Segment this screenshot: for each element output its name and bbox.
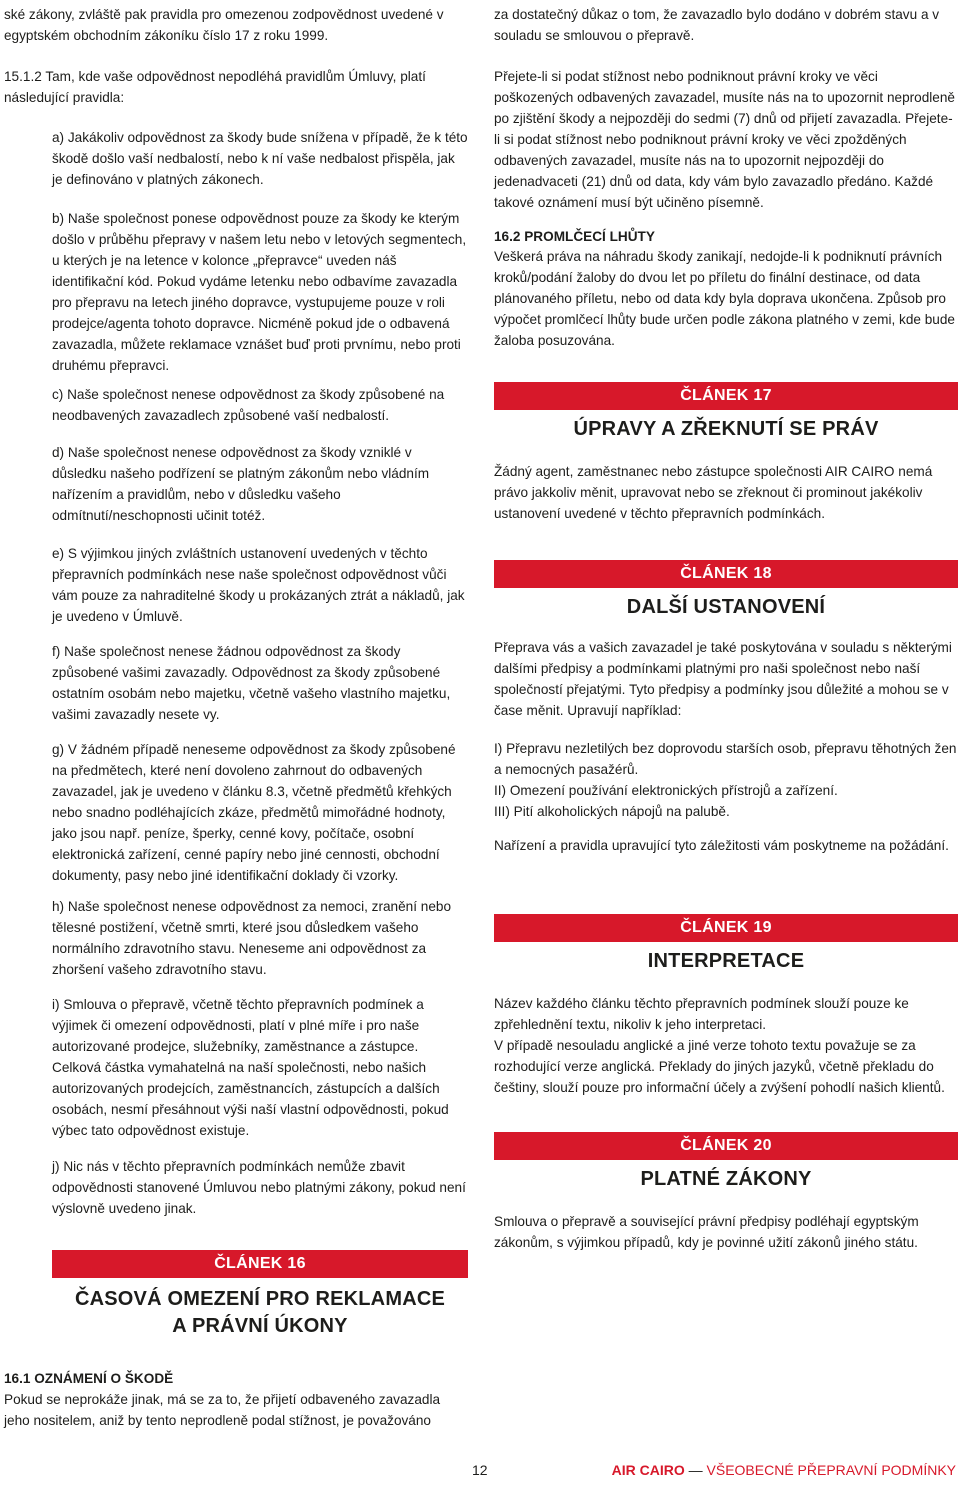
paragraph: Veškerá práva na náhradu škody zanikají, nedojde-li k podniknutí právních kroků/podání žaloby do dvou let po příletu do finální destinace, od data plánovaného příletu, nebo od data kdy byla doprava ukončena. Způsob pro výpočet promlčecí lhůty bude určen podle zákona platného v zemi, kde bude žaloba posuzována. [494,249,955,348]
article-18-title: DALŠÍ USTANOVENÍ [626,596,826,618]
article-17-title: ÚPRAVY A ZŘEKNUTÍ SE PRÁV [573,418,879,440]
footer-separator: — [688,1462,703,1478]
paragraph: Přejete-li si podat stížnost nebo podniknout právní kroky ve věci poškozených odbavených zavazadel, musíte nás na to upozornit neprodleně po zjištění škody a nejpozději do sedmi (7) dnů od přijetí zavazadla. Přejete-li si podat stížnost nebo podniknout právní kroky ve věci zpožděných odbavených zavazadel, musíte nás na to upozornit nejpozději do jedenadvaceti (21) dnů od data, kdy vám bylo zavazadlo předáno. Každé takové oznámení musí být učiněno písemně. [494,69,955,210]
paragraph-j: j) Nic nás v těchto přepravních podmínkách nemůže zbavit odpovědnosti stanovené Úmluvou nebo platnými zákony, pokud není výslovně uvedeno jinak. [52,1159,466,1216]
paragraph-d: d) Naše společnost nenese odpovědnost za škody vzniklé v důsledku našeho podřízení se platným zákonům nebo vládním nařízením a pravidlům, nebo v důsledku vašeho odmítnutí/neschopnosti učinit totéž. [52,445,430,523]
article-17-banner: ČLÁNEK 17 [494,382,958,410]
document-title: VŠEOBECNÉ PŘEPRAVNÍ PODMÍNKY [706,1462,956,1478]
section-16-1-heading: 16.1 OZNÁMENÍ O ŠKODĚ [4,1371,174,1386]
paragraph-b: b) Naše společnost ponese odpovědnost pouze za škody ke kterým došlo v průběhu přepravy v našem letu nebo v letových segmentech, u kterých je na letence v kolonce „přepravce“ uveden náš identifikační kód. Pokud vydáme letenku nebo odbavíme zavazadla pro přepravu na letech jiného dopravce, vystupujeme pouze v roli prodejce/agenta tohoto dopravce. Nicméně pokud jde o odbavená zavazadla, můžete reklamace vznášet buď proti prvnímu, nebo proti druhému přepravci. [52,211,467,373]
paragraph-i: i) Smlouva o přepravě, včetně těchto přepravních podmínek a výjimek či omezení odpovědnosti, platí v plné míře i pro naše autorizované prodejce, služebníky, zaměstnance a zástupce. Celková částka vymahatelná na naší společnosti, nebo našich autorizovaných prodejcích, zaměstnancích, zástupcích a dalších osobách, nesmí přesáhnout výši naší vlastní odpovědnosti, pokud výbec tato odpovědnost existuje. [52,997,449,1138]
paragraph: Přeprava vás a vašich zavazadel je také poskytována v souladu s některými dalšími předpisy a podmínkami platnými pro naši společnost nebo naší společností přejatými. Tyto předpisy a podmínky jsou důležité a mohou se v čase měnit. Upravují například: [494,640,952,718]
article-18-banner: ČLÁNEK 18 [494,560,958,588]
article-16-title-line2: A PRÁVNÍ ÚKONY [172,1315,348,1337]
section-16-2-heading: 16.2 PROMLČECÍ LHŮTY [494,229,655,244]
paragraph: za dostatečný důkaz o tom, že zavazadlo bylo dodáno v dobrém stavu a v souladu se smlouvou o přepravě. [494,7,940,43]
footer-brand [612,1462,956,1478]
page-number: 12 [472,1462,488,1478]
paragraph-e: e) S výjimkou jiných zvláštních ustanovení uvedených v těchto přepravních podmínkách nese naše společnost odpovědnost vůči vám pouze za nahraditelné škody u prokázaných ztrát a nákladů, jak je uvedeno v Úmluvě. [52,546,465,624]
paragraph: ské zákony, zvláště pak pravidla pro omezenou zodpovědnost uvedené v egyptském obchodním zákoníku číslo 17 z roku 1999. [4,7,444,43]
article-19-title: INTERPRETACE [647,950,805,972]
article-16-title-line1: ČASOVÁ OMEZENÍ PRO REKLAMACE [74,1288,446,1310]
paragraph: Název každého článku těchto přepravních podmínek slouží pouze ke zpřehlednění textu, nikoliv k jeho interpretaci. V případě nesouladu anglické a jiné verze tohoto textu považuje se za rozhodující verze anglická. Překlady do jiných jazyků, včetně překladu do češtiny, slouží pouze pro informační účely a zvýšení pohodlí našich klientů. [494,996,945,1095]
list: I) Přepravu nezletilých bez doprovodu starších osob, přepravu těhotných žen a nemocných pasažérů. II) Omezení používání elektronických přístrojů a zařízení. III) Pití alkoholických nápojů na palubě. [494,741,957,819]
paragraph-g: g) V žádném případě neneseme odpovědnost za škody způsobené na předmětech, které není dovoleno zahrnout do odbavených zavazadel, jak je uvedeno v článku 8.3, včetně předmětů křehkých nebo snadno podléhajících zkáze, předmětů mimořádné hodnoty, jako jsou např. peníze, šperky, cenné kovy, počítače, osobní elektronická zařízení, cenné papíry nebo jiné cennosti, obchodní dokumenty, pasy nebo jiné identifikační doklady či vzorky. [52,742,456,883]
paragraph: Žádný agent, zaměstnanec nebo zástupce společnosti AIR CAIRO nemá právo jakkoliv měnit, upravovat nebo se zřeknout či prominout jakékoliv ustanovení uvedené v těchto přepravních podmínkách. [494,464,933,521]
paragraph-f: f) Naše společnost nenese žádnou odpovědnost za škody způsobené vašimi zavazadly. Odpovědnost za škody způsobené ostatním osobám nebo majetku, včetně vašeho vlastního majetku, vašimi zavazadly nesete vy. [52,644,451,722]
article-19-banner: ČLÁNEK 19 [494,914,958,942]
paragraph: 15.1.2 Tam, kde vaše odpovědnost nepodléhá pravidlům Úmluvy, platí následující pravidla: [4,69,426,105]
paragraph-a: a) Jakákoliv odpovědnost za škody bude snížena v případě, že k této škodě došlo vaší nedbalostí, nebo k ní vaše nedbalost přispěla, jak je definováno v platných zákonech. [52,130,468,187]
article-16-banner: ČLÁNEK 16 [52,1250,468,1278]
paragraph-c: c) Naše společnost nenese odpovědnost za škody způsobené na neodbavených zavazadlech způsobené vaší nedbalostí. [52,387,445,423]
paragraph: Pokud se neprokáže jinak, má se za to, že přijetí odbaveného zavazadla jeho nositelem, aniž by tento neprodleně podal stížnost, je považováno [4,1392,441,1428]
paragraph: Nařízení a pravidla upravující tyto záležitosti vám poskytneme na požádání. [494,838,949,853]
article-20-banner: ČLÁNEK 20 [494,1132,958,1160]
paragraph: Smlouva o přepravě a související právní předpisy podléhají egyptským zákonům, s výjimkou případů, kdy je povinné užití zákonů jiného státu. [494,1214,919,1250]
brand-name: AIR CAIRO [611,1462,685,1478]
paragraph-h: h) Naše společnost nenese odpovědnost za nemoci, zranění nebo tělesné postižení, včetně smrti, které jsou důsledkem vašeho normálního zdravotního stavu. Neneseme ani odpovědnost za zhoršení vašeho zdravotního stavu. [52,899,452,977]
article-20-title: PLATNÉ ZÁKONY [640,1168,812,1190]
